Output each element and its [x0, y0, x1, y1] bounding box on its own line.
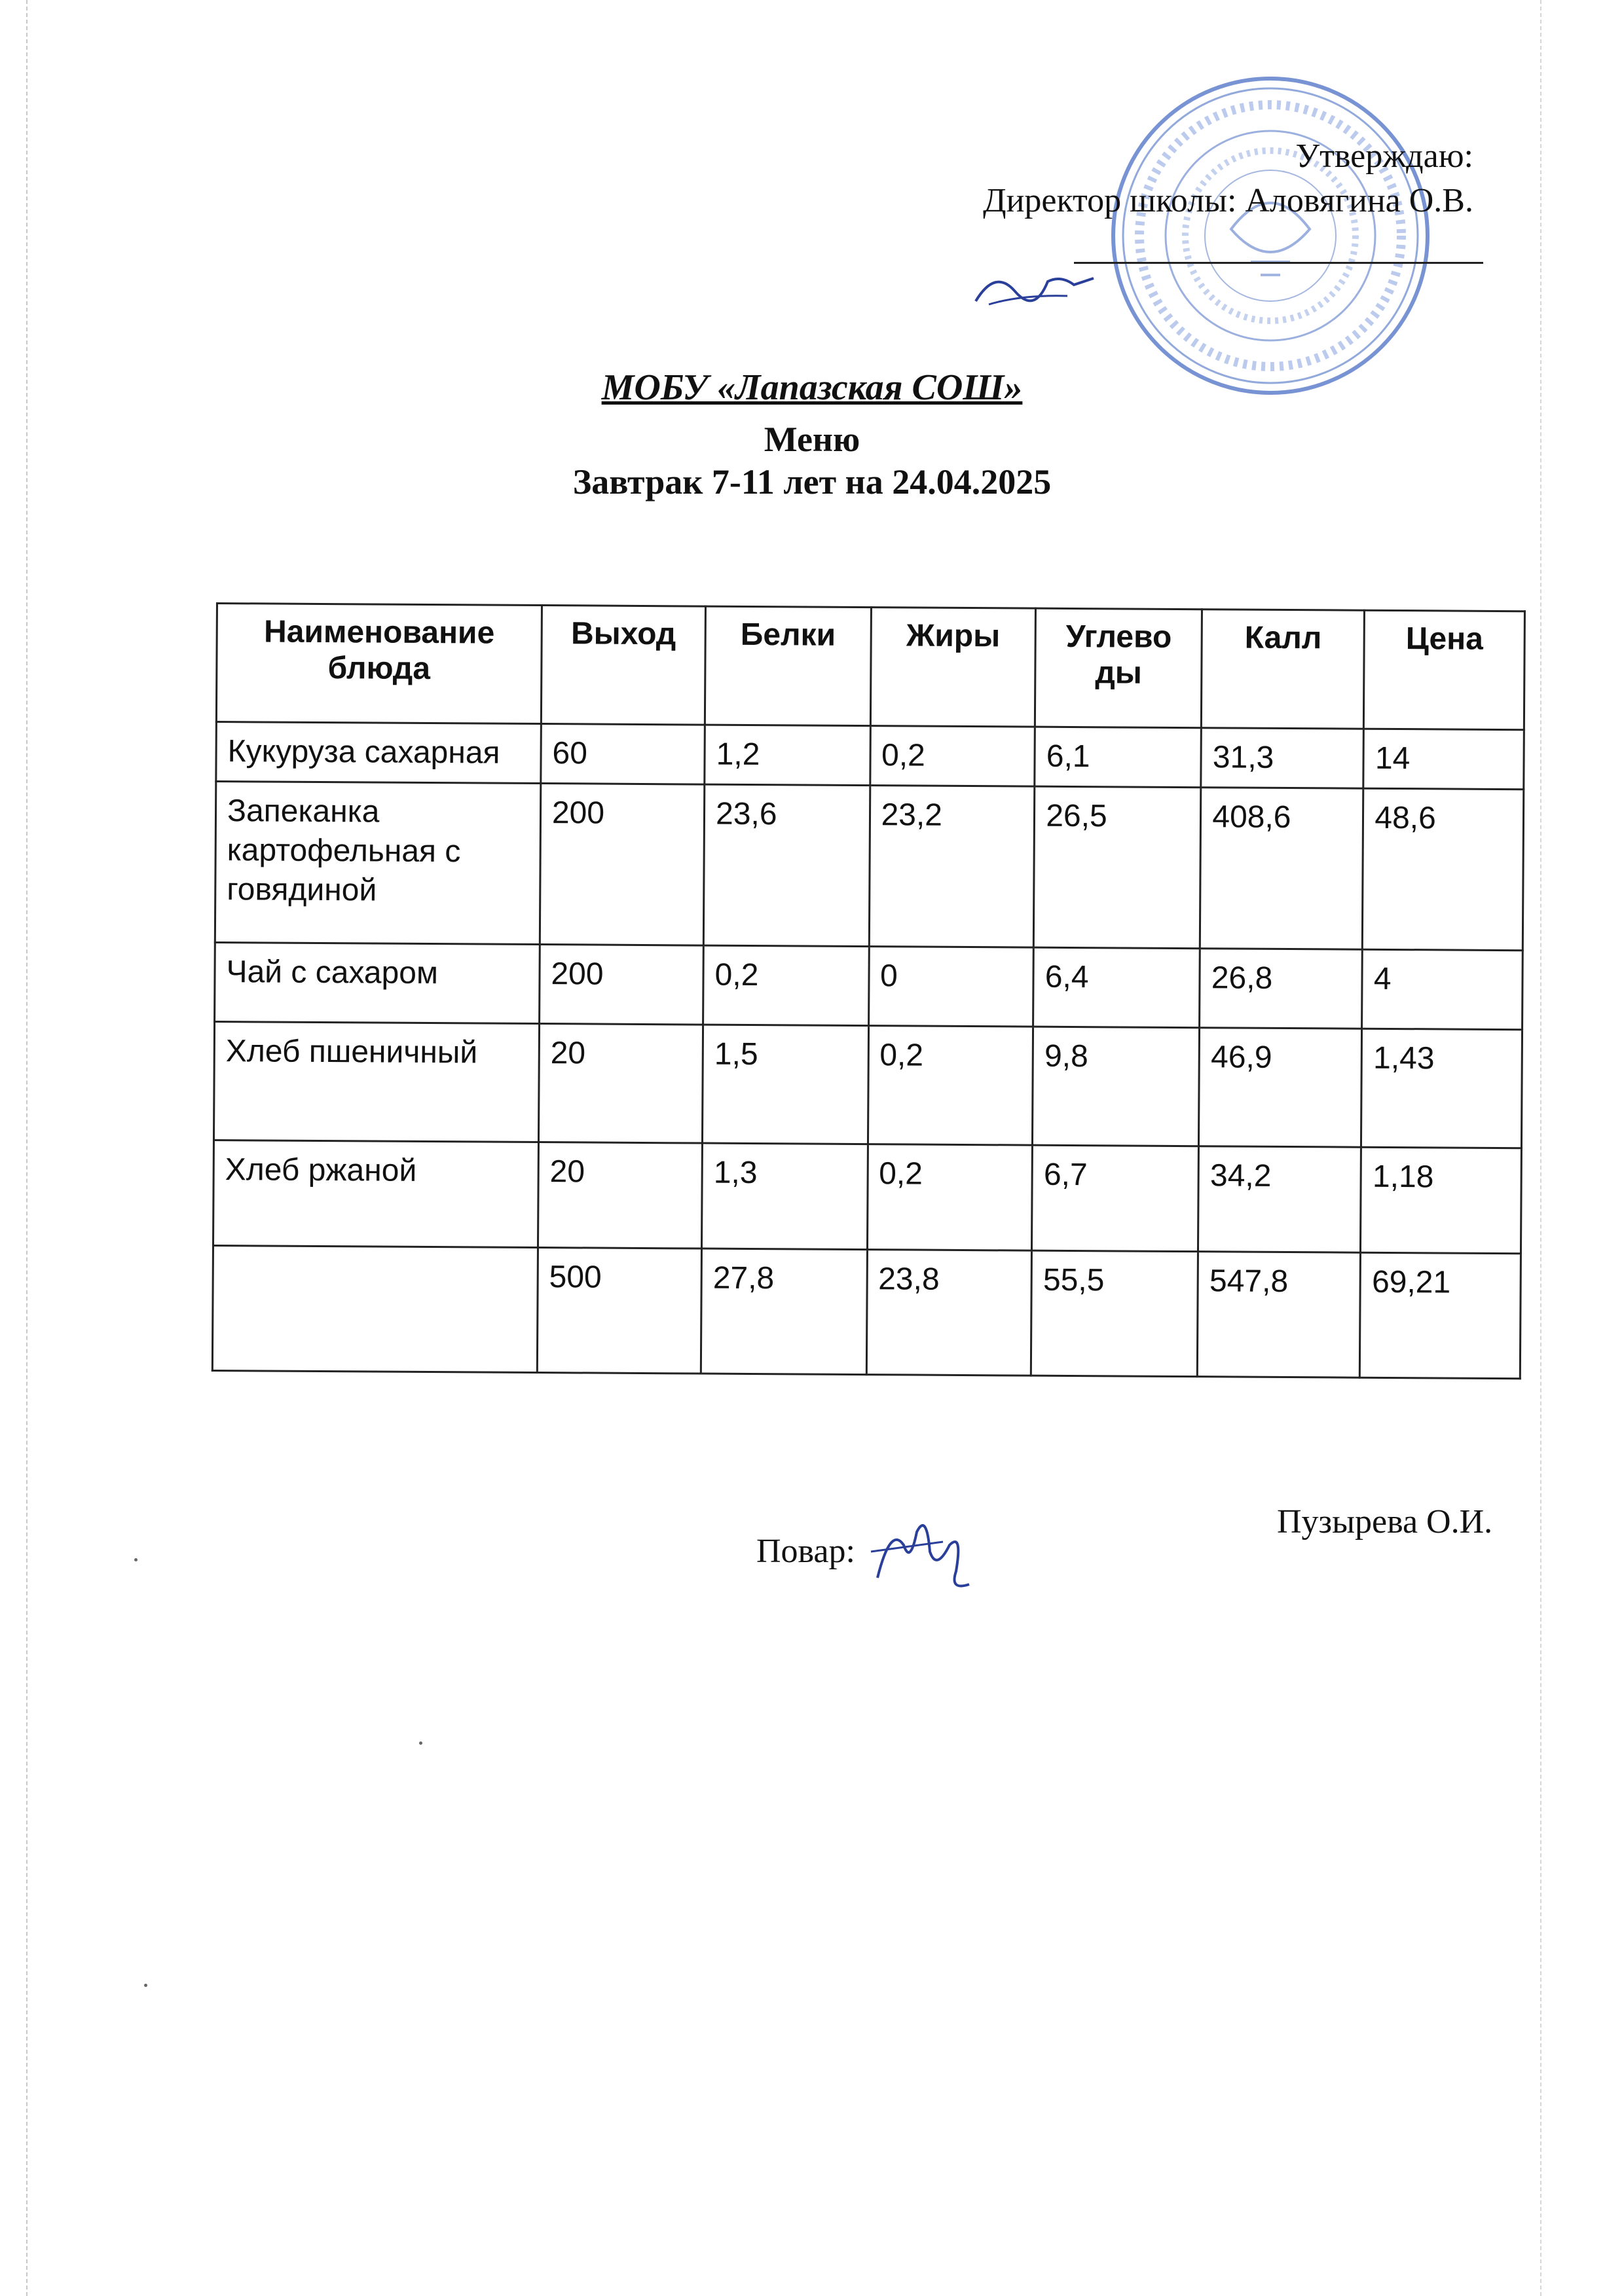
cell-price: 48,6 — [1363, 788, 1524, 950]
col-header-name: Наименование блюда — [216, 604, 542, 724]
dish-name: Запеканка картофельная с говядиной — [215, 782, 540, 945]
scan-speck — [419, 1741, 422, 1745]
cook-name: Пузырева О.И. — [1277, 1503, 1493, 1540]
cell-output: 60 — [541, 724, 705, 785]
total-price: 69,21 — [1360, 1252, 1521, 1378]
cell-fat: 0,2 — [867, 1144, 1033, 1251]
cell-calories: 26,8 — [1200, 949, 1363, 1029]
total-output: 500 — [537, 1248, 701, 1374]
approval-title: Утверждаю: — [1295, 137, 1473, 175]
cell-calories: 46,9 — [1199, 1028, 1362, 1148]
table-row — [216, 722, 1524, 790]
cell-price: 14 — [1363, 729, 1524, 789]
cell-fat: 0,2 — [870, 726, 1035, 787]
cell-carbs: 6,4 — [1033, 947, 1200, 1028]
cell-carbs: 9,8 — [1033, 1027, 1200, 1146]
cell-output: 20 — [538, 1024, 703, 1144]
cook-signature — [864, 1506, 976, 1597]
cell-carbs: 6,7 — [1032, 1145, 1199, 1252]
scan-speck — [134, 1558, 138, 1561]
col-header-calories: Калл — [1202, 610, 1365, 729]
cell-output: 200 — [539, 945, 703, 1025]
scan-edge-right — [1540, 0, 1545, 2296]
cell-carbs: 6,1 — [1035, 727, 1202, 788]
total-label — [212, 1245, 538, 1372]
cell-calories: 34,2 — [1198, 1146, 1361, 1253]
menu-table — [212, 602, 1526, 1379]
school-name: МОБУ «Лапазская СОШ» — [601, 367, 1023, 408]
cell-protein: 0,2 — [703, 945, 869, 1026]
total-protein: 27,8 — [701, 1248, 867, 1375]
scan-edge-left — [26, 0, 31, 2296]
col-header-fat: Жиры — [870, 608, 1036, 727]
director-signature — [969, 255, 1100, 314]
col-header-protein: Белки — [705, 606, 871, 726]
cell-protein: 1,2 — [705, 725, 870, 786]
meal-subtitle: Завтрак 7-11 лет на 24.04.2025 — [572, 462, 1052, 501]
total-fat: 23,8 — [866, 1250, 1032, 1376]
approval-director: Директор школы: Аловягина О.В. — [983, 181, 1473, 219]
table-row — [213, 1140, 1521, 1253]
col-header-price: Цена — [1364, 610, 1525, 729]
cell-calories: 31,3 — [1201, 728, 1364, 789]
dish-name: Кукуруза сахарная — [216, 722, 541, 784]
table-header-row — [216, 604, 1524, 730]
scan-speck — [144, 1984, 147, 1987]
col-header-output: Выход — [541, 606, 705, 725]
dish-name: Чай с сахаром — [215, 942, 540, 1023]
cell-fat: 0,2 — [868, 1026, 1033, 1146]
table-row — [213, 1021, 1522, 1148]
cell-price: 1,43 — [1361, 1029, 1522, 1148]
table-row — [215, 782, 1523, 951]
cook-label: Повар: — [756, 1533, 855, 1570]
cell-protein: 23,6 — [703, 784, 870, 947]
signature-line — [1074, 262, 1483, 264]
cell-price: 1,18 — [1361, 1147, 1522, 1253]
total-calories: 547,8 — [1198, 1252, 1361, 1378]
menu-heading: Меню — [764, 420, 860, 459]
cell-price: 4 — [1362, 949, 1522, 1029]
cell-protein: 1,5 — [703, 1025, 869, 1144]
approval-block — [983, 134, 1473, 223]
cell-output: 200 — [540, 784, 705, 946]
cell-carbs: 26,5 — [1034, 786, 1202, 949]
dish-name: Хлеб пшеничный — [213, 1021, 539, 1142]
col-header-carbs: Углево ды — [1035, 608, 1202, 728]
cell-fat: 23,2 — [869, 786, 1035, 948]
table-row — [215, 942, 1523, 1029]
cell-calories: 408,6 — [1200, 788, 1364, 950]
table-total-row — [212, 1245, 1521, 1378]
cell-output: 20 — [538, 1142, 702, 1249]
dish-name: Хлеб ржаной — [213, 1140, 538, 1247]
cell-fat: 0 — [868, 947, 1034, 1027]
school-seal-stamp — [1100, 65, 1441, 406]
total-carbs: 55,5 — [1031, 1250, 1198, 1377]
cell-protein: 1,3 — [702, 1143, 868, 1250]
